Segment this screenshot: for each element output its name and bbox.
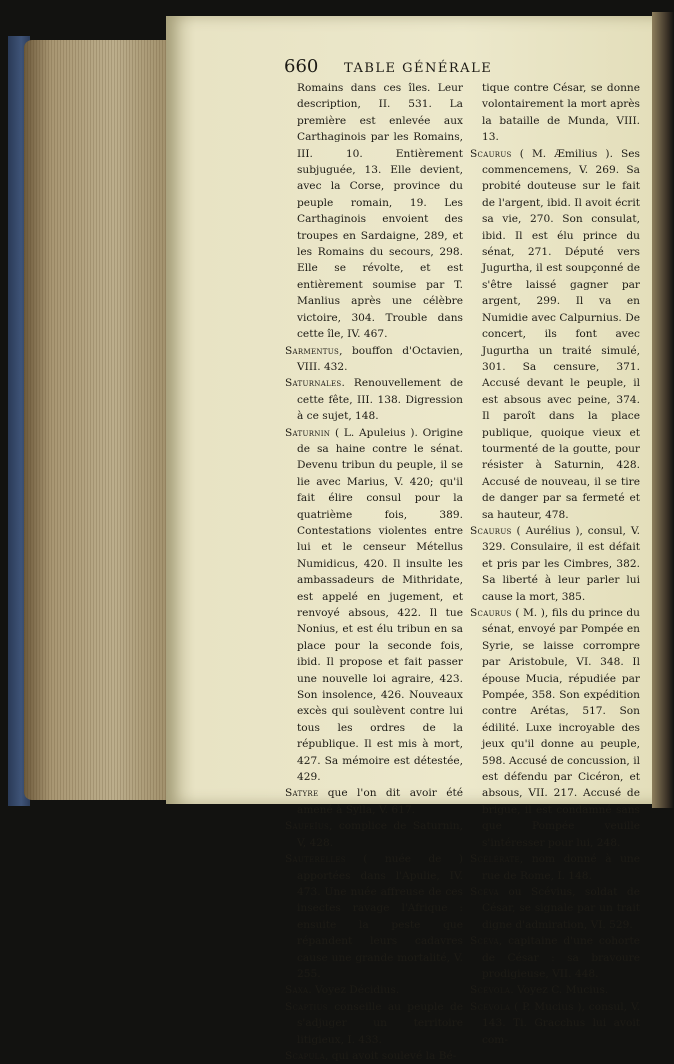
entry-headword: Scélérate [470,853,520,866]
index-entry [470,605,640,851]
entry-text: ( L. Apuleius ). Origine de sa haine contre le sénat. Devenu tribun du peuple, il se lie avec Marius, V. 420; qu'il fait élire consul pour la quatrième fois, 389. Contestations violentes entre lui et le censeur Métellus Numidicus, 420. Il insulte les ambassadeurs de Mithridate, est appelé en jugement, et renvoyé absous, 422. Il tue Nonius, et est élu tribun en sa place pour la seconde fois, ibid. Il propose et fait passer une nouvelle loi agraire, 423. Son insolence, 426. Nouveaux excès qui soulèvent contre lui tous les ordres de la république. Il est mis à mort, 427. Sa mémoire est détestée, 429. [297,426,463,784]
running-header [284,56,654,80]
index-entry [470,851,640,884]
entry-text: ( M. Æmilius ). Ses commencemens, V. 269. Sa probité douteuse sur le fait de l'argent, ibid. Il avoit écrit sa vie, 270. Son consulat, ibid. Il est élu prince du sénat, 271. Député vers Jugurtha, il est soupçonné de s'être laissé gagner par argent, 299. Il va en Numidie avec Calpurnius. De concert, ils font avec Jugurtha un traité simulé, 301. Sa censure, 371. Accusé devant le peuple, il est absous avec peine, 374. Il paroît dans la place publique, quoique vieux et tourmenté de la goutte, pour résister à Saturnin, 428. Accusé de nouveau, il se tire de danger par sa fermeté et sa hauteur, 478. [482,147,640,521]
entry-text: conseille au peuple de s'adjuger un territoire litigieux, I. 433. [297,1000,463,1046]
page-number: 660 [284,56,319,77]
index-entry [285,343,463,376]
index-entry [285,982,463,998]
entry-headword: Scaurus [470,607,512,619]
entry-text: . Voyez Décidius. [308,984,400,997]
entry-headword: Scaurus [470,524,512,537]
index-entry [470,982,640,998]
left-column [285,80,463,1064]
entry-headword: Sarmentus [285,344,340,357]
index-entry [285,425,463,786]
entry-text: , bouffon d'Octavien, VIII. 432. [297,344,463,373]
index-entry [470,146,640,523]
right-column [470,80,640,1048]
entry-headword: Saturnales [285,377,342,390]
index-entry [285,785,463,818]
entry-text: , complice de Saturnin, V, 428. [297,820,463,849]
index-entry [470,999,640,1048]
entry-text: , nom donné à une rue de Rome, I. 148. [482,853,640,882]
entry-headword: Satyre [285,787,319,800]
entry-headword: Sauterelles [285,853,346,866]
entry-headword: Scapula [285,1049,325,1062]
entry-text: . Renouvellement de cette fête, III. 138. Digression à ce sujet, 148. [297,377,463,423]
page-block-edge [24,40,174,800]
index-entry [285,818,463,851]
entry-headword: Scaurus [470,147,512,160]
index-entry [285,375,463,424]
entry-headword: Saxa [285,984,309,997]
index-entry [470,80,640,146]
index-entry [285,80,463,343]
index-entry [285,851,463,982]
entry-text: ( nuée de ) apportées dans l'Apulie, IV. 473. Une nuée affreuse de ces insectes ravage l'Afrique : ensuite la peste que répandent leurs cadavres cause une grande mortalité, V. 255. [297,853,463,980]
entry-text: , capitaine d'une cohorte de César : sa bravoure prodigieuse, VII. 448. [482,935,640,980]
entry-text: que l'on dit avoir été amené à Sylla, V. 617. [297,787,463,816]
entry-text: ( M. ), fils du prince du sénat, envoyé par Pompée en Syrie, se laisse corrompre par Aristobule, VI. 348. Il épouse Mucia, répudiée par Pompée, 358. Son expédition contre Arétas, 517. Son édilité. Luxe incroyable des jeux qu'il donne au peuple, 598. Accusé de concussion, il est défendu par Cicéron, et absous, VII. 217. Accusé de brigue, il est condamné sans que Pompée veuille s'intéresser pour lui, 248. [482,607,640,849]
entry-text: ( P. Mucius ), consul, V. 143. Ti. Gracchus lui avoit com- [482,1000,640,1046]
entry-text: , qui avoit soulevé la Bé- [324,1049,457,1062]
page-gutter-shadow [652,12,674,808]
entry-text: ( Aurélius ), consul, V. 329. Consulaire, il est défait et pris par les Cimbres, 382. Sa liberté à leur parler lui cause la mort, 385. [482,524,640,603]
index-entry [285,999,463,1048]
index-entry [285,1048,463,1064]
entry-headword: Scévola [470,984,511,997]
entry-text: Romains dans ces îles. Leur description, II. 531. La première est enlevée aux Carthaginois par les Romains, III. 10. Entièrement subjuguée, 13. Elle devient, avec la Corse, province du peuple romain, 19. Les Carthaginois envoient des troupes en Sardaigne, 289, et les Romains du secours, 298. Elle se révolte, et est entièrement soumise par T. Manlius après une célèbre victoire, 304. Trouble dans cette île, IV. 467. [297,82,463,341]
entry-headword: Saturnin [285,426,331,439]
entry-headword: Scévola [470,1000,511,1013]
entry-text: ou Scévius, soldat de César, se signale par un trait digne d'admiration, VI. 529. [482,885,640,931]
entry-headword: Scéva [470,885,499,898]
entry-text: tique contre César, se donne volontairement la mort après la bataille de Munda, VIII. 13. [482,82,640,144]
running-title: TABLE GÉNÉRALE [344,61,493,76]
index-entry [470,523,640,605]
entry-headword: Scéva [470,935,499,948]
index-entry [470,933,640,982]
entry-headword: Scaptius [285,1000,328,1013]
entry-text: . Voyez C. Mucius. [510,984,609,997]
entry-headword: Saufeïus [285,820,330,833]
index-entry [470,884,640,933]
